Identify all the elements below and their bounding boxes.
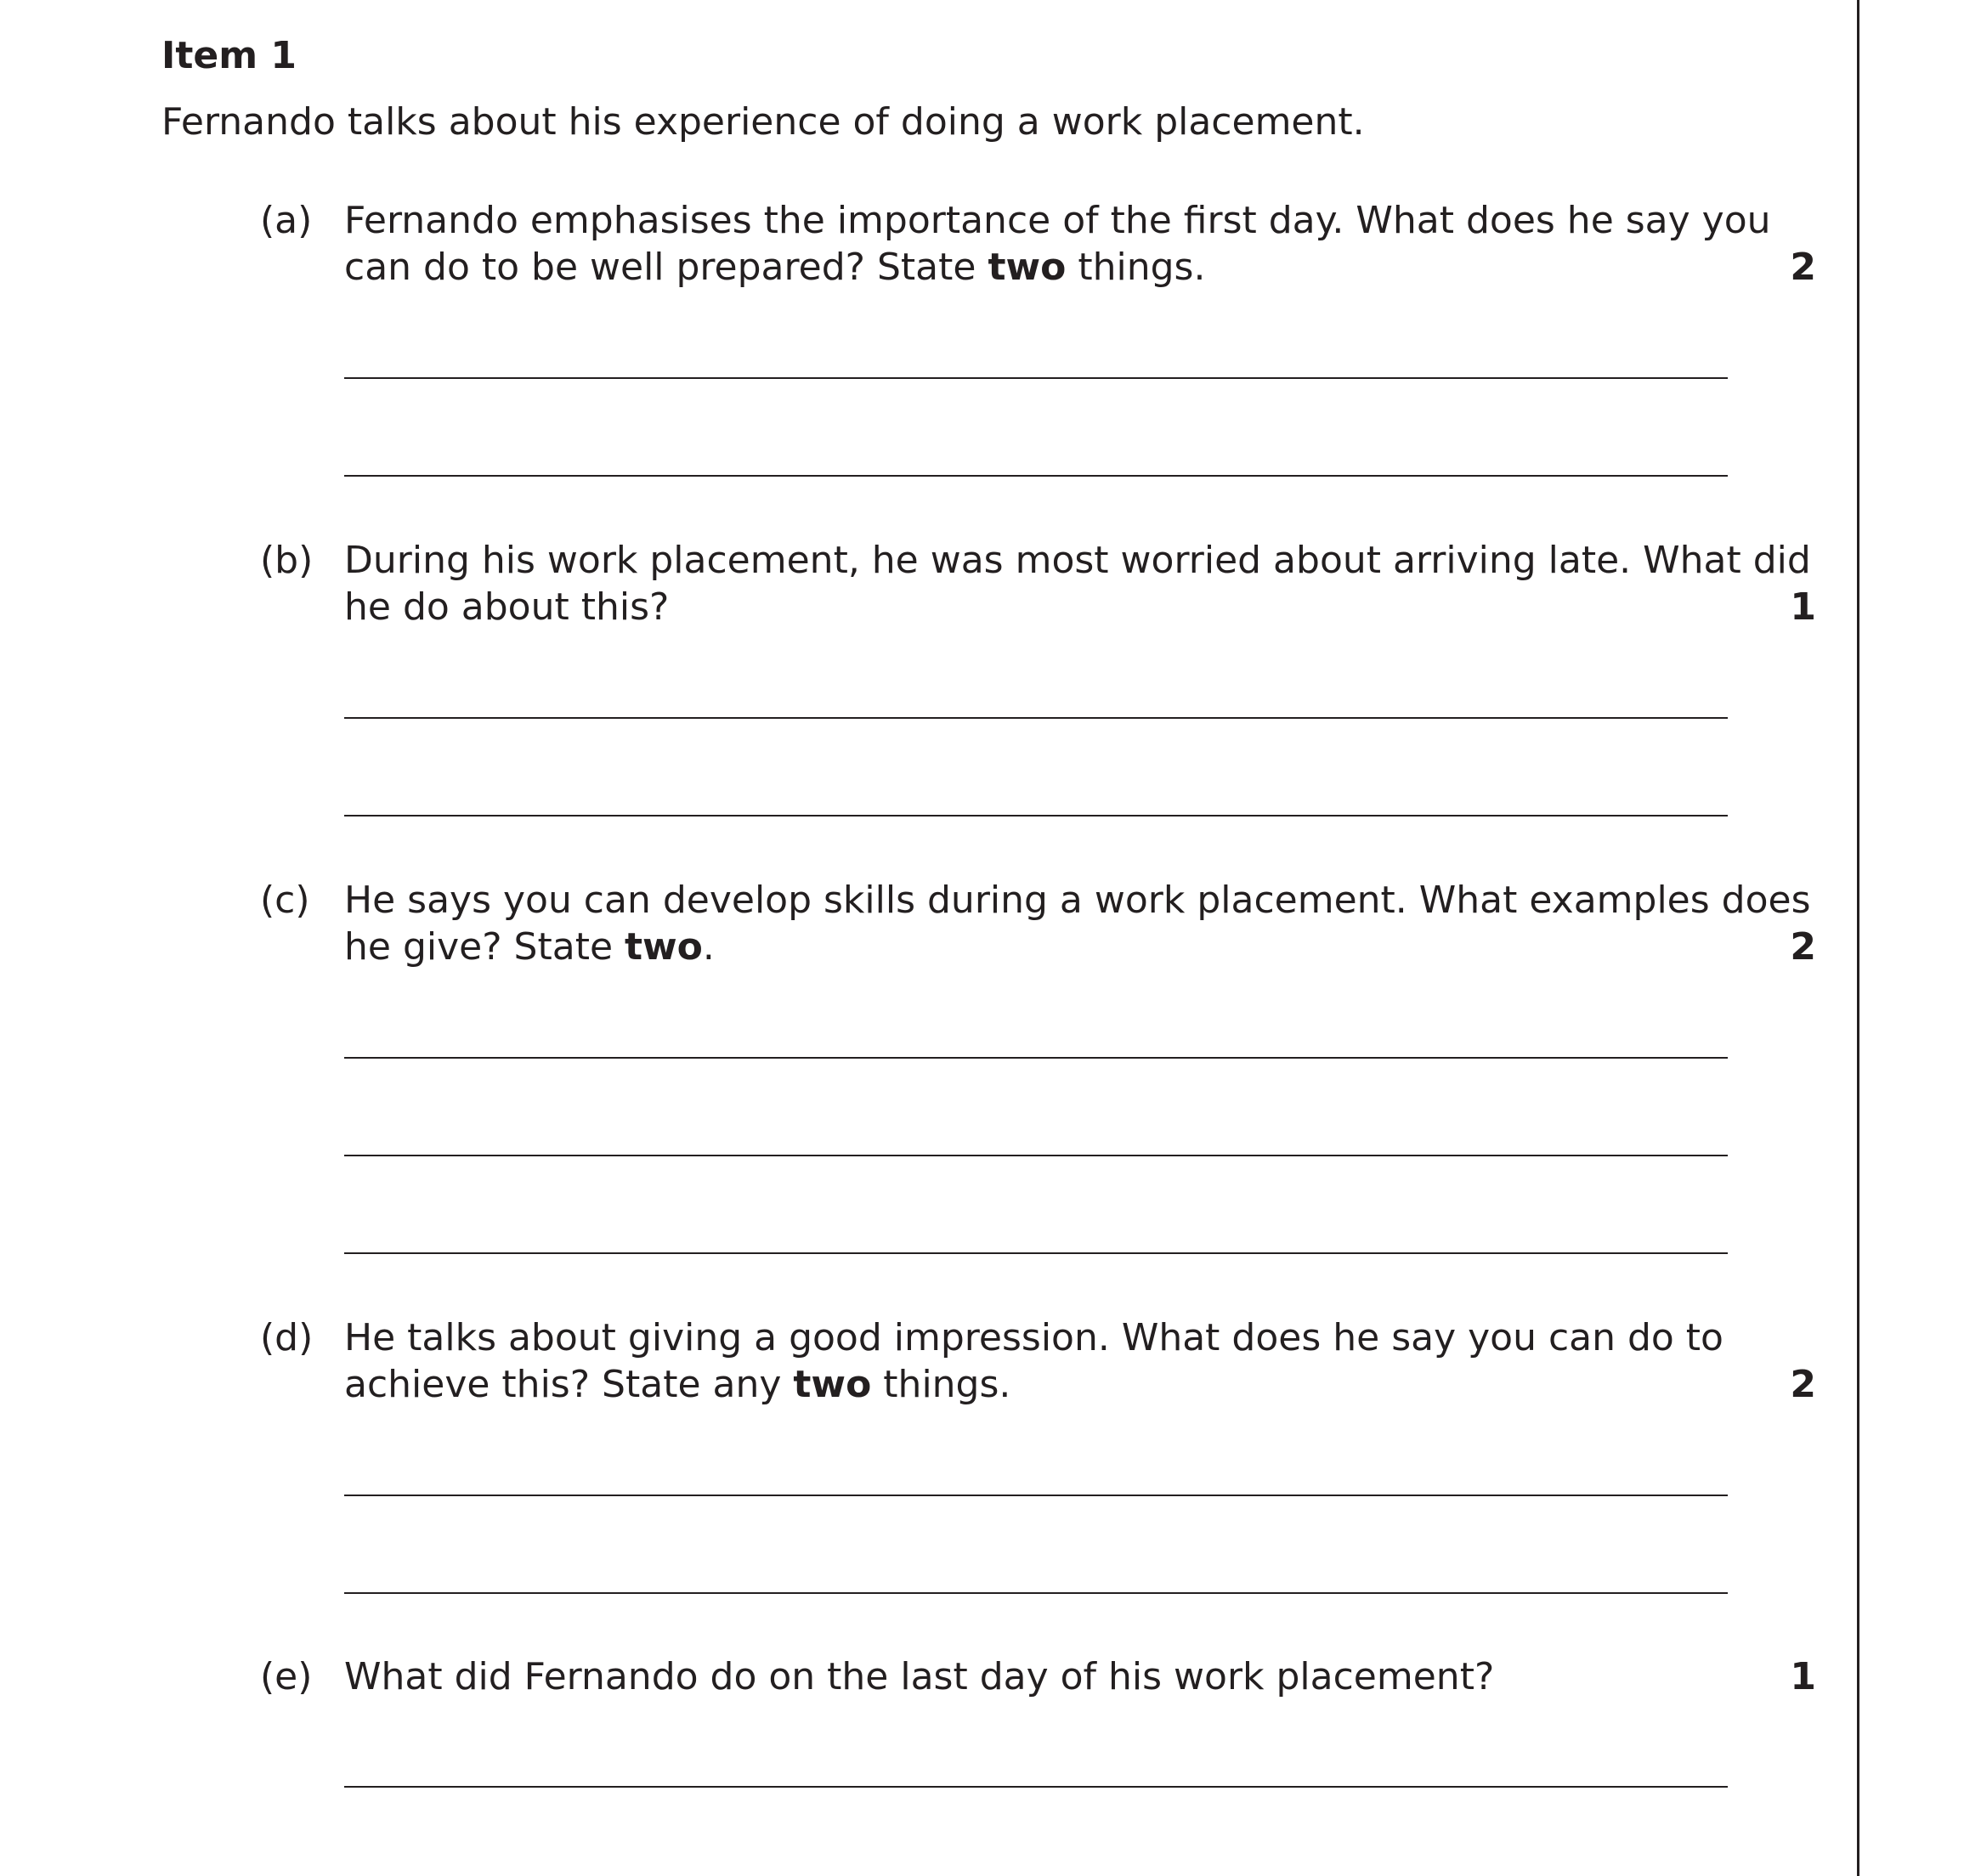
- marks-value: 2: [1790, 925, 1816, 969]
- question-line-1: Fernando emphasises the importance of the first day. What does he say you: [344, 199, 1771, 242]
- question-line-2-after: things.: [871, 1363, 1011, 1406]
- answer-line[interactable]: [344, 1592, 1728, 1594]
- question-line-2-before: can do to be well prepared? State: [344, 246, 988, 289]
- question-line-1: During his work placement, he was most worried about arriving late. What did: [344, 539, 1811, 582]
- question-line-2-before: achieve this? State any: [344, 1363, 794, 1406]
- question-line-1: He says you can develop skills during a work placement. What examples does: [344, 879, 1811, 922]
- question-line-2: [344, 244, 1771, 291]
- answer-line[interactable]: [344, 1252, 1728, 1254]
- question-line-2: [344, 584, 1811, 630]
- question-text: [344, 1314, 1723, 1408]
- item-intro: Fernando talks about his experience of doing a work placement.: [161, 100, 1365, 144]
- question-line-1: What did Fernando do on the last day of his work placement?: [344, 1655, 1495, 1698]
- answer-line[interactable]: [344, 1786, 1728, 1788]
- question-line-2: [344, 1361, 1723, 1408]
- question-line-2-after: things.: [1066, 246, 1206, 289]
- marks-value: 2: [1790, 246, 1816, 289]
- answer-line[interactable]: [344, 717, 1728, 719]
- question-line-2-before: he do about this?: [344, 585, 670, 629]
- page-margin-rule: [1857, 0, 1859, 1876]
- question-text: [344, 877, 1811, 970]
- question-emphasis: two: [988, 246, 1067, 289]
- question-emphasis: two: [625, 925, 703, 969]
- question-text: [344, 197, 1771, 291]
- question-letter: (e): [260, 1655, 313, 1698]
- answer-line[interactable]: [344, 1155, 1728, 1156]
- question-line-2: [344, 924, 1811, 970]
- answer-line[interactable]: [344, 815, 1728, 817]
- question-line-2-after: .: [702, 925, 715, 969]
- question-line-2-before: he give? State: [344, 925, 625, 969]
- marks-value: 1: [1790, 585, 1816, 629]
- question-letter: (c): [260, 879, 310, 922]
- answer-line[interactable]: [344, 475, 1728, 477]
- answer-line[interactable]: [344, 1057, 1728, 1059]
- answer-line[interactable]: [344, 1495, 1728, 1496]
- item-title: Item 1: [161, 34, 297, 77]
- marks-value: 1: [1790, 1655, 1816, 1698]
- question-text: [344, 537, 1811, 630]
- question-letter: (b): [260, 539, 314, 582]
- marks-value: 2: [1790, 1363, 1816, 1406]
- question-letter: (a): [260, 199, 313, 242]
- question-line-1: He talks about giving a good impression. What does he say you can do to: [344, 1316, 1723, 1359]
- question-emphasis: two: [793, 1363, 872, 1406]
- question-text: [344, 1653, 1494, 1700]
- question-letter: (d): [260, 1316, 314, 1359]
- answer-line[interactable]: [344, 377, 1728, 379]
